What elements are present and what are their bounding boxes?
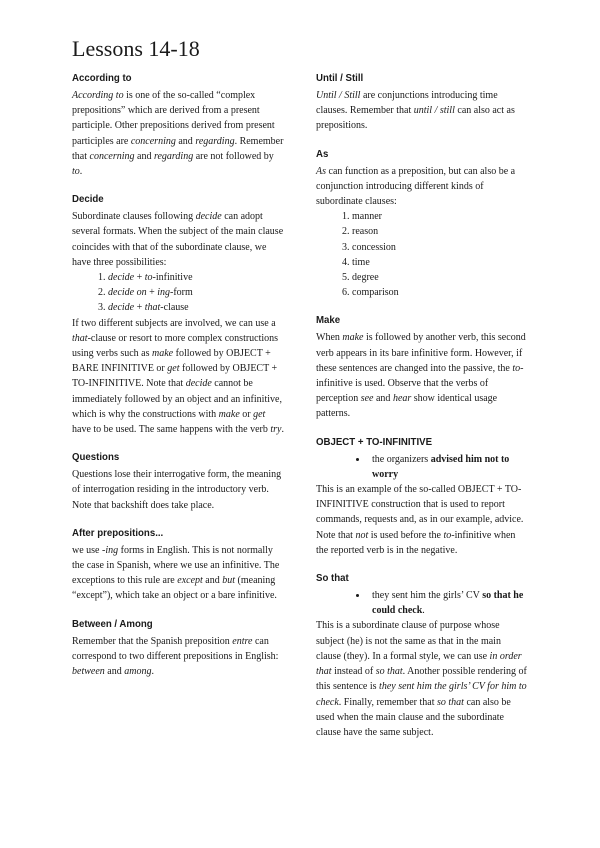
- list-item: • the organizers advised him not to worry: [368, 452, 528, 482]
- example-list: [316, 588, 528, 618]
- section-heading: According to: [72, 72, 132, 84]
- section-text: According to is one of the so-called “complex prepositions” which are derived from a present participle. Other prepositions derived from present participles are concerning and regarding. Remember that concerning and regarding are not followed by to.: [72, 90, 284, 178]
- decide-list: [72, 270, 284, 316]
- section-text: As can function as a preposition, but can also be a conjunction introducing different kinds of subordinate clauses:: [316, 165, 516, 208]
- right-column: [316, 72, 528, 754]
- section-text: Until / Still are conjunctions introducing time clauses. Remember that until / still can also act as prepositions.: [316, 90, 515, 132]
- section-text: When make is followed by another verb, this second verb appears in its bare infinitive form. However, if these sentences are changed into the passive, the to-infinitive is used. Observe that the verbs of perception see and hear show identical usage patterns.: [316, 332, 526, 420]
- section-questions: [72, 451, 284, 513]
- list-item: • they sent him the girls’ CV so that he could check.: [368, 588, 528, 618]
- section-so-that: [316, 572, 528, 740]
- section-heading: After prepositions...: [72, 526, 164, 539]
- as-list: [316, 209, 528, 300]
- list-item: 2. decide on + ing-form: [108, 285, 284, 300]
- list-item: 2. reason: [352, 224, 528, 239]
- section-text: This is a subordinate clause of purpose whose subject (he) is not the same as that in the main clause (they). In a formal style, we can use in order that instead of so that. Another possible rendering of this sentence is they sent him the girls’ CV for him to check. Finally, remember that so that can also be used when the main clause and the subordinate clause have the same subject.: [316, 620, 527, 738]
- section-as: [316, 148, 528, 301]
- section-heading: As: [316, 147, 329, 160]
- section-text: If two different subjects are involved, we can use a that-clause or resort to more complex constructions using verbs such as make followed by OBJECT + BARE INFINITIVE or get followed by OBJECT + TO-INFINITIVE. Note that decide cannot be immediately followed by an object and an infinitive, which is why the constructions with make or get have to be used. The same happens with the verb try.: [72, 317, 284, 436]
- section-between-among: [72, 618, 284, 680]
- section-text: Questions lose their interrogative form, the meaning of interrogation residing in the introductory verb. Note that backshift does take place.: [72, 469, 282, 511]
- list-item: 1. decide + to-infinitive: [108, 270, 284, 285]
- section-heading: Decide: [72, 193, 104, 206]
- section-heading: Questions: [72, 451, 120, 464]
- list-item: 3. decide + that-clause: [108, 300, 284, 315]
- section-according-to: [72, 72, 284, 179]
- section-heading: Make: [316, 314, 341, 327]
- section-after-prepositions: [72, 527, 284, 604]
- list-item: 3. concession: [352, 240, 528, 255]
- section-text: we use -ing forms in English. This is not normally the case in Spanish, where we use an infinitive. The exceptions to this rule are except and but (meaning “except”), which take an object or a bare infinitive.: [72, 544, 280, 602]
- list-item: 1. manner: [352, 209, 528, 224]
- section-heading: So that: [316, 572, 349, 585]
- list-item: 5. degree: [352, 270, 528, 285]
- left-column: [72, 72, 284, 693]
- section-text: This is an example of the so-called OBJECT + TO-INFINITIVE construction that is used to report commands, requests and, as in our example, advice. Note that not is used before the to-infinitive when the reported verb is in the negative.: [316, 484, 524, 556]
- page-title: Lessons 14-18: [72, 36, 200, 61]
- list-item: 4. time: [352, 255, 528, 270]
- section-make: [316, 314, 528, 421]
- section-text: Remember that the Spanish preposition entre can correspond to two different prepositions in English: between and among.: [72, 635, 279, 678]
- section-until-still: [316, 72, 528, 134]
- section-heading: OBJECT + TO-INFINITIVE: [316, 435, 433, 448]
- section-text: Subordinate clauses following decide can adopt several formats. When the subject of the main clause coincides with that of the subordinate clause, we have three possibilities:: [72, 211, 284, 268]
- list-item: 6. comparison: [352, 285, 528, 300]
- section-object-to-infinitive: [316, 436, 528, 558]
- section-decide: [72, 193, 284, 437]
- section-heading: Between / Among: [72, 617, 153, 630]
- example-list: [316, 452, 528, 482]
- section-heading: Until / Still: [316, 72, 364, 84]
